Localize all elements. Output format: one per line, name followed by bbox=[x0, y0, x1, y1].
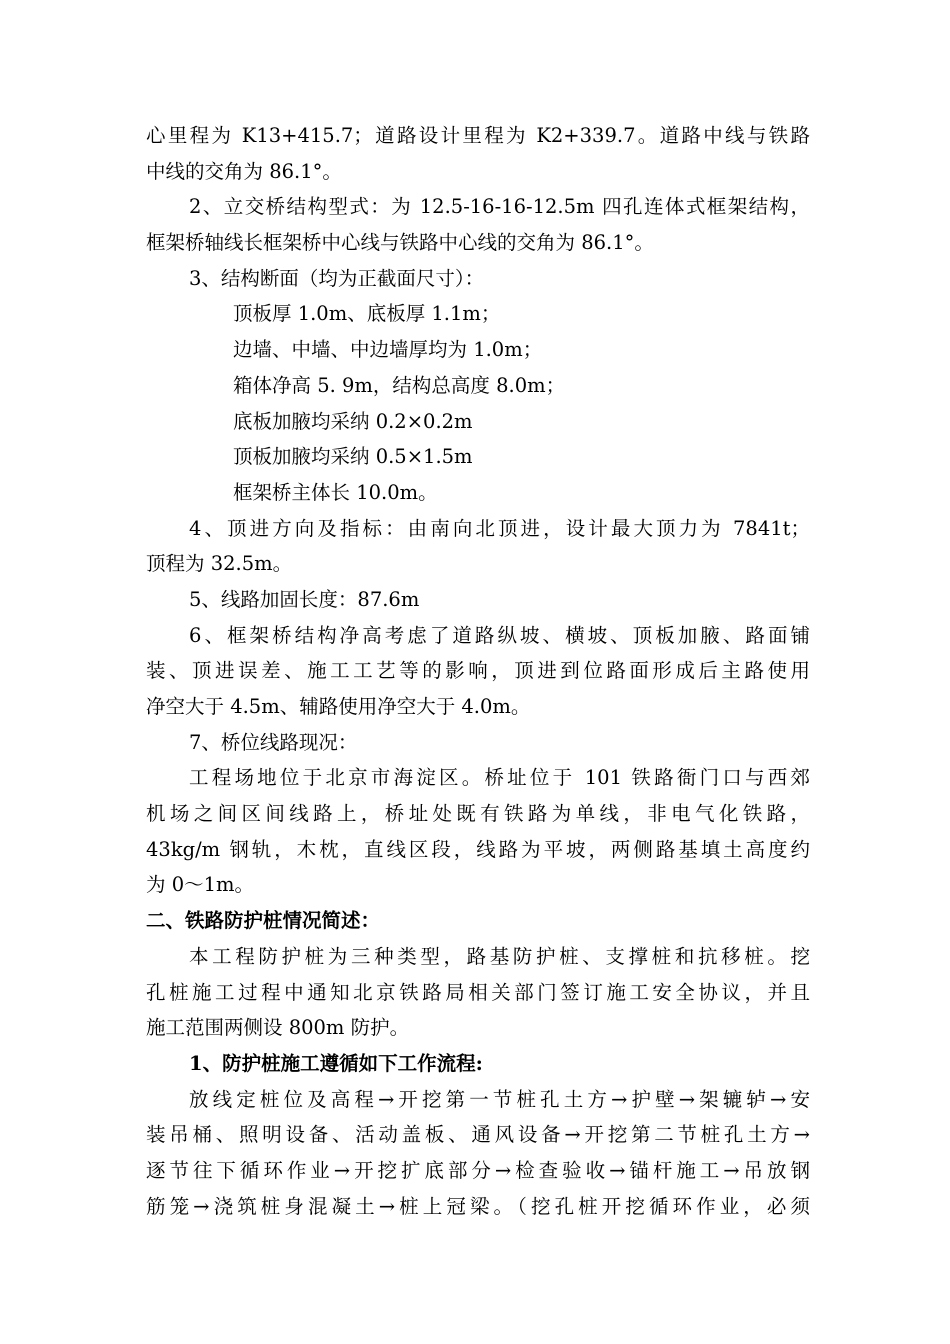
text-line: 放线定桩位及高程→开挖第一节桩孔土方→护壁→架辘轳→安 bbox=[189, 1087, 810, 1111]
text-line: 底板加腋均采纳 0.2×0.2m bbox=[233, 409, 473, 433]
text-line: 顶程为 32.5m。 bbox=[146, 552, 293, 576]
text-line: 心里程为 K13+415.7；道路设计里程为 K2+339.7。道路中线与铁路 bbox=[146, 124, 810, 147]
section-heading: 二、铁路防护桩情况简述： bbox=[146, 909, 381, 933]
text-line: 7、桥位线路现况： bbox=[189, 730, 358, 754]
text-line: 2、立交桥结构型式：为 12.5-16-16-12.5m 四孔连体式框架结构， bbox=[189, 195, 810, 219]
text-line: 工程场地位于北京市海淀区。桥址位于 101 铁路衙门口与西郊 bbox=[189, 766, 810, 790]
text-line: 6、框架桥结构净高考虑了道路纵坡、横坡、顶板加腋、路面铺 bbox=[189, 623, 810, 647]
text-line: 为 0～1m。 bbox=[146, 873, 255, 897]
document-body bbox=[146, 118, 810, 1224]
text-line: 净空大于 4.5m、辅路使用净空大于 4.0m。 bbox=[146, 695, 531, 718]
text-line: 顶板厚 1.0m、底板厚 1.1m； bbox=[233, 302, 501, 326]
text-line: 5、线路加固长度：87.6m bbox=[189, 587, 420, 611]
text-line: 框架桥主体长 10.0m。 bbox=[233, 480, 438, 504]
text-line: 中线的交角为 86.1°。 bbox=[146, 159, 342, 183]
text-line: 箱体净高 5. 9m，结构总高度 8.0m； bbox=[233, 373, 566, 397]
text-line: 筋笼→浇筑桩身混凝土→桩上冠梁。（挖孔桩开挖循环作业，必须 bbox=[146, 1194, 810, 1218]
text-line: 施工范围两侧设 800m 防护。 bbox=[146, 1016, 410, 1040]
text-line: 顶板加腋均采纳 0.5×1.5m bbox=[233, 445, 473, 469]
text-line: 边墙、中墙、中边墙厚均为 1.0m； bbox=[233, 338, 543, 362]
text-line: 3、结构断面（均为正截面尺寸）： bbox=[189, 266, 485, 290]
text-line: 孔桩施工过程中通知北京铁路局相关部门签订施工安全协议，并且 bbox=[146, 980, 810, 1004]
subsection-heading: 1、防护桩施工遵循如下工作流程: bbox=[189, 1051, 483, 1075]
text-line: 机场之间区间线路上，桥址处既有铁路为单线，非电气化铁路， bbox=[146, 802, 810, 826]
text-line: 装吊桶、照明设备、活动盖板、通风设备→开挖第二节桩孔土方→ bbox=[146, 1123, 810, 1147]
text-line: 本工程防护桩为三种类型，路基防护桩、支撑桩和抗移桩。挖 bbox=[189, 944, 810, 968]
text-line: 4、顶进方向及指标：由南向北顶进，设计最大顶力为 7841t； bbox=[189, 516, 810, 540]
text-line: 43kg/m 钢轨，木枕，直线区段，线路为平坡，两侧路基填土高度约 bbox=[146, 837, 810, 861]
text-line: 逐节往下循环作业→开挖扩底部分→检查验收→锚杆施工→吊放钢 bbox=[146, 1158, 810, 1182]
text-line: 装、顶进误差、施工工艺等的影响，顶进到位路面形成后主路使用 bbox=[146, 659, 810, 683]
text-line: 框架桥轴线长框架桥中心线与铁路中心线的交角为 86.1°。 bbox=[146, 231, 654, 255]
